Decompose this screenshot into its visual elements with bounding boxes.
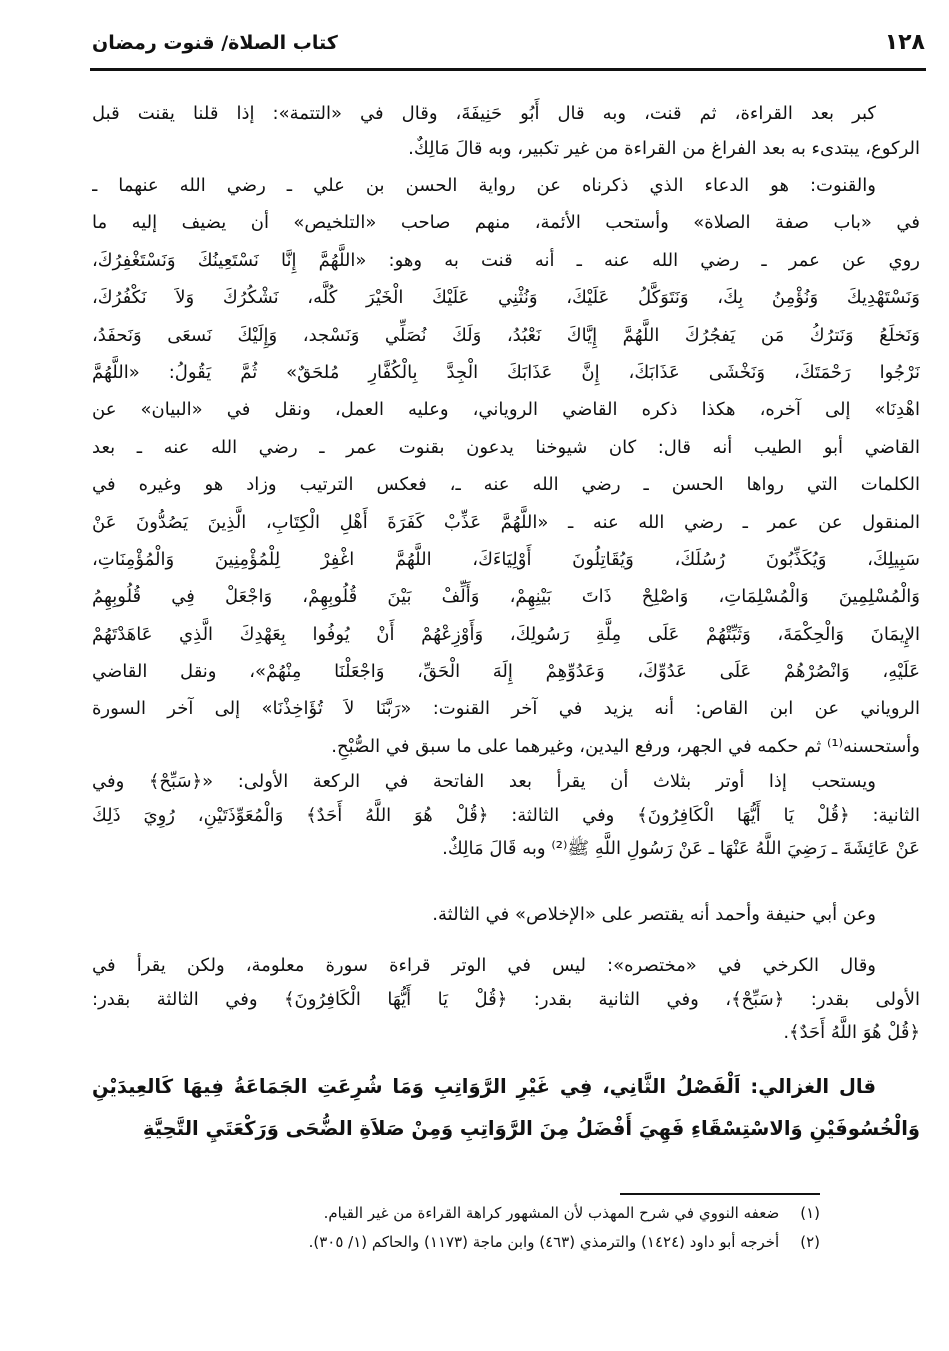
footnote-number: (١) <box>800 1204 820 1222</box>
text-line: نَرْجُوا رَحْمَتَكَ، وَنَخْشَى عَذَابَكَ، إِنَّ عَذَابَكَ الْجِدَّ بِالْكُفَّارِ مُلحَقٌ» ثُمَّ يَقُولُ: «اللَّهُمَّ <box>92 361 920 383</box>
footnote-text: أخرجه أبو داود (١٤٢٤) والترمذي (٤٦٣) وابن ماجة (١١٧٣) والحاكم (١/ ٣٠٥). <box>308 1233 780 1251</box>
text-line: روي عن عمر ـ رضي الله عنه ـ أنه قنت به وهو: «اللَّهُمَّ إِنَّا نَسْتَعِينُكَ وَنَسْتَغْفِرُكَ، <box>92 249 920 271</box>
text-line: والقنوت: هو الدعاء الذي ذكرناه عن رواية الحسن بن علي ـ رضي الله عنهما ـ <box>92 175 876 196</box>
paragraph-4 <box>92 898 920 932</box>
text-line: الكلمات التي رواها الحسن ـ رضي الله عنه ـ، فعكس الترتيب وزاد هو وغيره في <box>92 474 920 496</box>
paragraph-3 <box>92 765 920 866</box>
page-number: ١٢٨ <box>884 30 925 55</box>
text-line: وأستحسنه⁽¹⁾ ثم حكمه في الجهر، ورفع اليدين، وغيرهما على ما سبق في الصُّبْحِ. <box>331 735 920 757</box>
text-line: ويستحب إذا أوتر بثلاث أن يقرأ بعد الفاتحة في الركعة الأولى: «﴿سَبِّحْ﴾ وفي <box>92 771 876 792</box>
text-line: ﴿قُلْ هُوَ اللَّهُ أَحَدٌ﴾. <box>783 1022 920 1043</box>
text-line: قال الغزالي: اَلْفَصْلُ الثَّانِي، فِي غَيْرِ الرَّوَاتِبِ وَمَا شُرِعَتِ الجَمَاعَةُ فِيهَا كَالعِيدَيْنِ <box>92 1075 876 1098</box>
footnote-rule <box>620 1193 820 1195</box>
text-line: وَالْخُسُوفَيْنِ وَالاسْتِسْقَاءِ فَهِيَ أَفْضَلُ مِنَ الرَّوَاتِبِ وَمِنْ صَلاَةِ الضُّحَى وَرَكْعَتَيِ التَّحِيَّةِ <box>142 1117 920 1140</box>
text-line: الأولى بقدر: ﴿سَبِّحْ﴾، وفي الثانية بقدر: ﴿قُلْ يَا أَيُّهَا الْكَافِرُونَ﴾ وفي الثالثة بقدر: <box>92 988 920 1010</box>
page-header <box>92 30 925 62</box>
text-line: الركوع، يبتدىء به بعد الفراغ من القراءة من غير تكبير، وبه قالَ مَالِكٌ. <box>408 138 920 159</box>
text-line: سَبِيلِكَ، وَيُكَذِّبُونَ رُسُلَكَ، وَيُقَاتِلُونَ أَوْلِيَاءَكَ، اللَّهُمَّ اغْفِرْ لِلْمُؤْمِنِينَ وَالْمُؤْمِنَاتِ، <box>92 548 920 570</box>
paragraph-5 <box>92 949 920 1050</box>
text-line: في «باب صفة الصلاة» وأستحب الأئمة، منهم صاحب «التلخيص» أن يضيف إليه ما <box>92 212 920 234</box>
text-line: وَنَسْتَهْدِيكَ وَنُؤْمِنُ بِكَ، وَنَتَوَكَّلُ عَلَيْكَ، وَنُثْنِي عَلَيْكَ الْخَيْرَ كُلَّه، نَشْكُرُكَ وَلاَ نَكْفُرُكَ، <box>92 287 920 309</box>
footnote-number: (٢) <box>800 1233 820 1251</box>
footnote-2 <box>200 1233 820 1251</box>
text-line: وَنَخلَعُ وَنَترُكُ مَن يَفجُرُكَ اللَّهُمَّ إِيَّاكَ نَعْبُدُ، وَلَكَ نُصَلِّي وَنَسْجد، وَإِلَيْكَ نَسعَى وَنَحفَدُ، <box>92 324 920 346</box>
text-line: وقال الكرخي في «مختصره»: ليس في الوتر قراءة سورة معلومة، ولكن يقرأ في <box>92 955 876 976</box>
text-line: عَنْ عَائِشَةَ ـ رَضِيَ اللَّهُ عَنْهَا ـ عَنْ رَسُولِ اللَّهِ ﷺ⁽²⁾ وبه قَالَ مَالِكٌ. <box>442 838 920 859</box>
text-line: عَلَيْهِ، وَانْصُرْهُمْ عَلَى عَدُوِّكَ، وَعَدُوِّهِمْ إِلَهَ الْحَقِّ، وَاجْعَلْنَا مِنْهُمْ»، ونقل القاضي <box>92 661 920 683</box>
text-line: اهْدِنَا» إلى آخره، هكذا ذكره القاضي الروياني، وعليه العمل، ونقل في «البيان» عن <box>92 399 920 421</box>
text-line: المنقول عن عمر ـ رضي الله عنه ـ «اللَّهُمَّ عَذِّبْ كَفَرَةَ أَهْلِ الْكِتَابِ، الَّذِينَ يَصُدُّونَ عَنْ <box>92 511 920 533</box>
running-title: كتاب الصلاة/ قنوت رمضان <box>92 32 338 54</box>
text-line: القاضي أبو الطيب أنه قال: كان شيوخنا يدعون بقنوت عمر ـ رضي الله عنه ـ بعد <box>92 436 920 458</box>
text-line: الإِيمَانَ وَالْحِكْمَةَ، وَثَبِّتْهُمْ عَلَى مِلَّةِ رَسُولِكَ، وَأَوْزِعْهُمْ أَنْ يُوفُوا بِعَهْدِكَ الَّذِي عَاهَدْتَهُمْ <box>92 623 920 645</box>
text-line: الثانية: ﴿قُلْ يَا أَيُّهَا الْكَافِرُونَ﴾ وفي الثالثة: ﴿قُلْ هُوَ اللَّهُ أَحَدٌ﴾ وَالْمُعَوِّذَتَيْنِ، رُوِيَ ذَلِكَ <box>92 804 920 826</box>
text-line: الروياني عن ابن القاص: أنه يزيد في آخر القنوت: «رَبَّنَا لاَ تُؤَاخِذْنَا» إلى آخر السورة <box>92 698 920 720</box>
paragraph-2 <box>92 167 920 765</box>
paragraph-6-matn <box>92 1066 920 1150</box>
text-line: وعن أبي حنيفة وأحمد أنه يقتصر على «الإخلاص» في الثالثة. <box>432 904 876 925</box>
footnote-text: ضعفه النووي في شرح المهذب لأن المشهور كراهة القراءة من غير القيام. <box>323 1204 780 1222</box>
header-rule <box>90 68 926 71</box>
text-line: كبر بعد القراءة، ثم قنت، وبه قال أَبُو حَنِيفَةَ، وقال في «التتمة»: إذا قلنا يقنت قبل <box>92 103 876 124</box>
paragraph-1 <box>92 96 920 166</box>
footnote-1 <box>200 1204 820 1222</box>
text-line: وَالْمُسْلِمِينَ وَالْمُسْلِمَاتِ، وَاصْلِحْ ذَاتَ بَيْنِهِمْ، وَأَلِّفْ بَيْنَ قُلُوبِهِمْ، وَاجْعَلْ فِي قُلُوبِهِمُ <box>92 586 920 608</box>
